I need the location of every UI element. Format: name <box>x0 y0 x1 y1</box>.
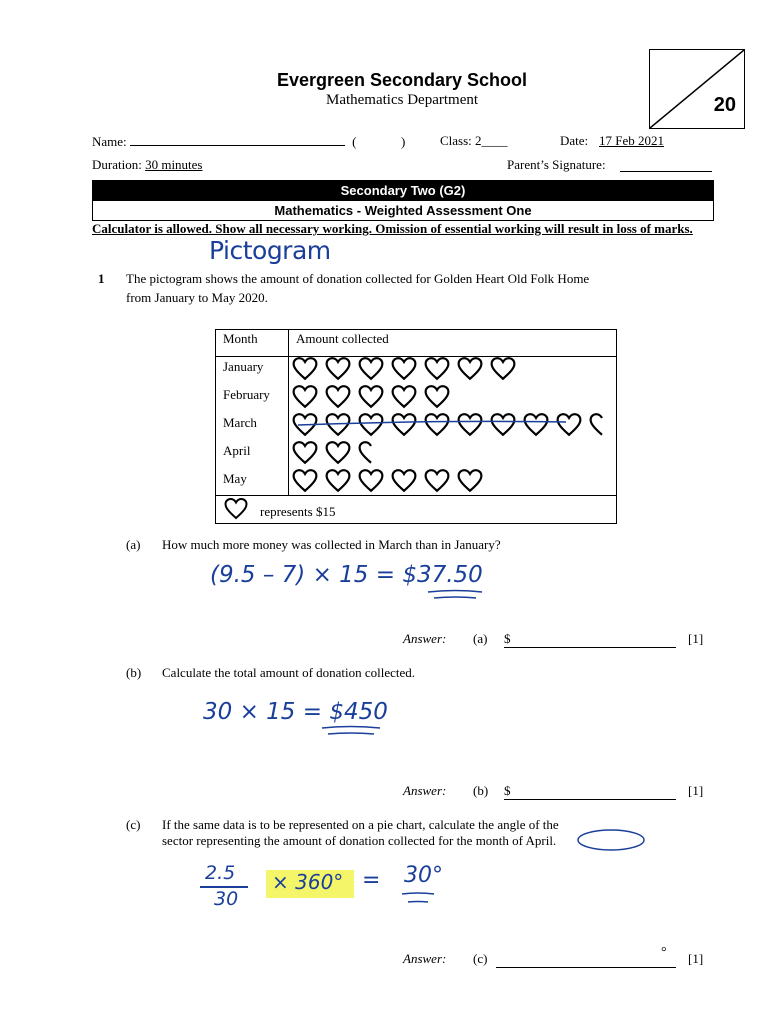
index-open-paren: ( <box>352 134 357 149</box>
month-label: April <box>223 443 251 458</box>
month-label: May <box>223 471 247 486</box>
month-label: January <box>223 359 264 374</box>
heart-icon <box>292 469 318 493</box>
heart-icon <box>457 469 483 493</box>
part-b-text: Calculate the total amount of donation collected. <box>162 665 416 680</box>
times-360: × 360° <box>272 870 344 894</box>
key-divider <box>216 495 616 496</box>
heart-icon <box>457 357 483 381</box>
signature-field[interactable] <box>620 159 712 172</box>
answer-b-mark: [1] <box>688 783 704 798</box>
department-name: Mathematics Department <box>325 92 479 108</box>
heart-icon <box>391 469 417 493</box>
part-b-label: (b) <box>126 665 142 680</box>
duration-row <box>92 157 722 175</box>
total-marks: 20 <box>713 94 736 116</box>
result-c: 30° <box>404 863 443 888</box>
class-field[interactable]: Class: 2____ <box>440 133 508 148</box>
name-label: Name: <box>92 134 127 149</box>
half-heart-icon <box>358 441 384 465</box>
equals-sign: = <box>362 868 381 893</box>
name-row <box>92 133 722 151</box>
part-c-label: (c) <box>126 817 141 832</box>
answer-c-mark: [1] <box>688 951 704 966</box>
working-a: (9.5 – 7) × 15 = $37.50 <box>210 562 483 588</box>
result-c-underline <box>400 890 440 906</box>
part-a-label: (a) <box>126 537 141 552</box>
index-close-paren: ) <box>401 134 406 149</box>
part-a-text: How much more money was collected in March than in January? <box>162 537 501 552</box>
heart-icon <box>490 357 516 381</box>
month-column-divider <box>288 330 289 496</box>
heart-icon <box>325 357 351 381</box>
heart-icon <box>424 385 450 409</box>
march-strike-line <box>296 418 576 428</box>
heart-icon <box>424 469 450 493</box>
heart-icon <box>358 357 384 381</box>
answer-b-row <box>403 783 713 801</box>
date-label: Date: <box>560 133 589 148</box>
working-b-underline <box>320 724 384 736</box>
answer-a-row <box>403 631 713 649</box>
half-heart-icon <box>589 413 615 437</box>
duration-value: 30 minutes <box>145 157 203 172</box>
answer-c-row <box>403 945 713 969</box>
answer-a-field[interactable] <box>504 633 676 648</box>
heart-icon <box>292 441 318 465</box>
banner-title: Mathematics - Weighted Assessment One <box>92 200 714 221</box>
heart-icon <box>325 385 351 409</box>
frac-denominator: 30 <box>214 888 239 910</box>
heart-icon <box>391 357 417 381</box>
question-text-line1: The pictogram shows the amount of donation collected for Golden Heart Old Folk Home <box>126 271 590 286</box>
month-label: February <box>223 387 270 402</box>
answer-a-label: Answer: <box>403 631 447 646</box>
instructions: Calculator is allowed. Show all necessary working. Omission of essential working will result in loss of marks. <box>92 221 693 236</box>
answer-c-part: (c) <box>473 951 488 966</box>
pictogram-key <box>224 498 604 522</box>
school-name: Evergreen Secondary School <box>276 70 528 90</box>
answer-b-field[interactable] <box>504 785 676 800</box>
question-number: 1 <box>98 271 105 286</box>
heart-icon <box>292 385 318 409</box>
answer-a-prefix: $ <box>504 631 511 646</box>
duration-label: Duration: <box>92 157 142 172</box>
heart-icon <box>424 357 450 381</box>
answer-b-part: (b) <box>473 783 489 798</box>
month-label: March <box>223 415 257 430</box>
answer-b-label: Answer: <box>403 783 447 798</box>
question-text-line2: from January to May 2020. <box>126 290 268 305</box>
working-a-underline <box>426 588 486 600</box>
key-heart-icon <box>224 498 248 525</box>
answer-a-mark: [1] <box>688 631 704 646</box>
answer-c-field[interactable] <box>496 953 676 968</box>
date-value: 17 Feb 2021 <box>599 133 664 148</box>
key-text: represents $15 <box>260 504 336 519</box>
april-circle-mark <box>576 828 648 852</box>
heart-icon <box>325 469 351 493</box>
heart-icon <box>358 385 384 409</box>
answer-c-label: Answer: <box>403 951 447 966</box>
answer-b-prefix: $ <box>504 783 511 798</box>
header-month: Month <box>223 331 258 346</box>
handwritten-title: Pictogram <box>209 236 331 265</box>
heart-icon <box>325 441 351 465</box>
heart-icon <box>358 469 384 493</box>
part-c-text-line2: sector representing the amount of donation collected for the month of April. <box>162 833 557 848</box>
banner-level: Secondary Two (G2) <box>92 180 714 201</box>
name-field[interactable] <box>130 133 345 146</box>
header-amount: Amount collected <box>296 331 389 346</box>
answer-c-degree: ° <box>661 945 667 960</box>
frac-numerator: 2.5 <box>205 862 236 884</box>
pictogram <box>215 329 617 524</box>
heart-icon <box>292 357 318 381</box>
signature-label: Parent’s Signature: <box>507 157 606 172</box>
working-b: 30 × 15 = $450 <box>203 699 388 725</box>
heart-icon <box>391 385 417 409</box>
answer-a-part: (a) <box>473 631 488 646</box>
part-c-text-line1: If the same data is to be represented on a pie chart, calculate the angle of the <box>162 817 559 832</box>
